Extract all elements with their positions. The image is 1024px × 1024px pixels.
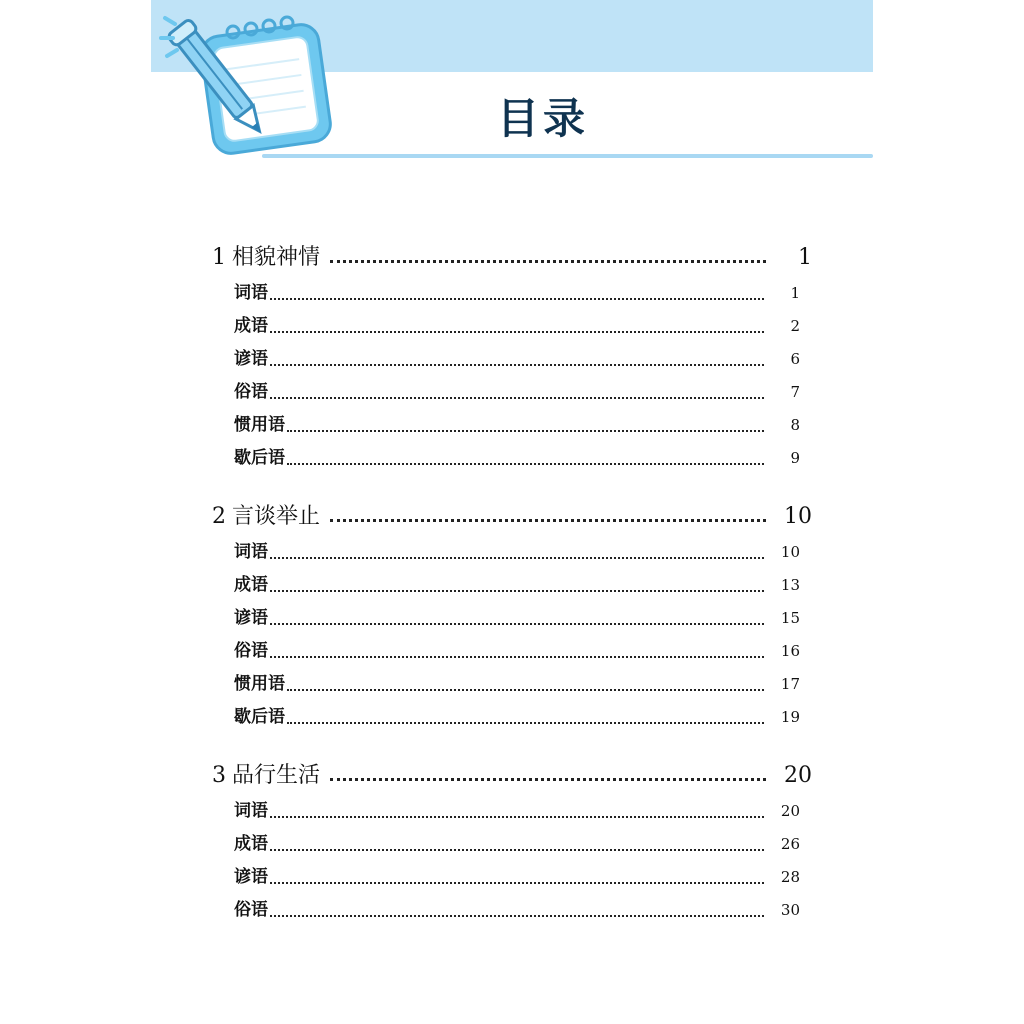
toc-section (212, 499, 812, 735)
toc-entry-row[interactable] (234, 410, 812, 443)
toc-entry-row[interactable] (234, 570, 812, 603)
toc-entry-row[interactable] (234, 669, 812, 702)
chapter-title: 品行生活 (232, 763, 321, 788)
entry-label: 成语 (234, 834, 268, 854)
entry-label: 俗语 (234, 641, 268, 661)
leader-dots (330, 778, 766, 781)
entry-page-number: 2 (790, 317, 800, 335)
entry-page-number: 20 (780, 802, 800, 820)
entry-label: 歇后语 (234, 448, 285, 468)
leader-dots (287, 689, 764, 691)
leader-dots (270, 331, 764, 333)
entry-label: 歇后语 (234, 707, 285, 727)
entry-label: 惯用语 (234, 415, 285, 435)
entry-page-number: 17 (780, 675, 800, 693)
leader-dots (270, 816, 764, 818)
entry-label: 谚语 (234, 608, 268, 628)
entry-page-number: 28 (780, 868, 800, 886)
toc-entry-row[interactable] (234, 278, 812, 311)
chapter-number: 1 (212, 245, 226, 270)
table-of-contents (212, 240, 812, 928)
toc-entry-row[interactable] (234, 796, 812, 829)
toc-section (212, 240, 812, 476)
leader-dots (270, 623, 764, 625)
toc-entry-row[interactable] (234, 603, 812, 636)
leader-dots (270, 557, 764, 559)
entry-label: 俗语 (234, 382, 268, 402)
entry-page-number: 1 (790, 284, 800, 302)
leader-dots (270, 656, 764, 658)
entry-page-number: 19 (780, 708, 800, 726)
entry-page-number: 13 (780, 576, 800, 594)
leader-dots (270, 849, 764, 851)
toc-section (212, 758, 812, 928)
section-gap (212, 476, 812, 499)
entry-label: 词语 (234, 283, 268, 303)
chapter-title: 相貌神情 (232, 245, 321, 270)
chapter-title: 言谈举止 (232, 504, 321, 529)
header-underline (262, 154, 873, 158)
entry-page-number: 10 (780, 543, 800, 561)
chapter-page-number: 1 (798, 245, 812, 270)
chapter-page-number: 10 (784, 504, 812, 529)
entry-page-number: 15 (780, 609, 800, 627)
leader-dots (330, 260, 766, 263)
entry-page-number: 30 (780, 901, 800, 919)
toc-entry-row[interactable] (234, 377, 812, 410)
leader-dots (270, 364, 764, 366)
toc-chapter-row[interactable] (212, 758, 812, 796)
leader-dots (287, 463, 764, 465)
leader-dots (270, 298, 764, 300)
chapter-number: 2 (212, 504, 226, 529)
toc-entry-row[interactable] (234, 636, 812, 669)
entry-page-number: 9 (790, 449, 800, 467)
toc-entry-row[interactable] (234, 443, 812, 476)
entry-label: 成语 (234, 316, 268, 336)
entry-label: 惯用语 (234, 674, 285, 694)
toc-entry-row[interactable] (234, 311, 812, 344)
page-title: 目录 (496, 94, 589, 143)
toc-entry-row[interactable] (234, 862, 812, 895)
entry-label: 谚语 (234, 349, 268, 369)
toc-entry-row[interactable] (234, 702, 812, 735)
toc-entry-row[interactable] (234, 895, 812, 928)
leader-dots (330, 519, 766, 522)
leader-dots (287, 430, 764, 432)
toc-entry-row[interactable] (234, 344, 812, 377)
entry-page-number: 8 (790, 416, 800, 434)
toc-chapter-row[interactable] (212, 240, 812, 278)
chapter-number: 3 (212, 763, 226, 788)
entry-page-number: 6 (790, 350, 800, 368)
entry-label: 谚语 (234, 867, 268, 887)
leader-dots (270, 590, 764, 592)
leader-dots (270, 882, 764, 884)
entry-label: 词语 (234, 801, 268, 821)
chapter-page-number: 20 (784, 763, 812, 788)
entry-label: 成语 (234, 575, 268, 595)
leader-dots (270, 915, 764, 917)
toc-entry-row[interactable] (234, 829, 812, 862)
entry-label: 俗语 (234, 900, 268, 920)
toc-chapter-row[interactable] (212, 499, 812, 537)
entry-label: 词语 (234, 542, 268, 562)
entry-page-number: 7 (790, 383, 800, 401)
entry-page-number: 16 (780, 642, 800, 660)
leader-dots (287, 722, 764, 724)
entry-page-number: 26 (780, 835, 800, 853)
section-gap (212, 735, 812, 758)
toc-entry-row[interactable] (234, 537, 812, 570)
leader-dots (270, 397, 764, 399)
